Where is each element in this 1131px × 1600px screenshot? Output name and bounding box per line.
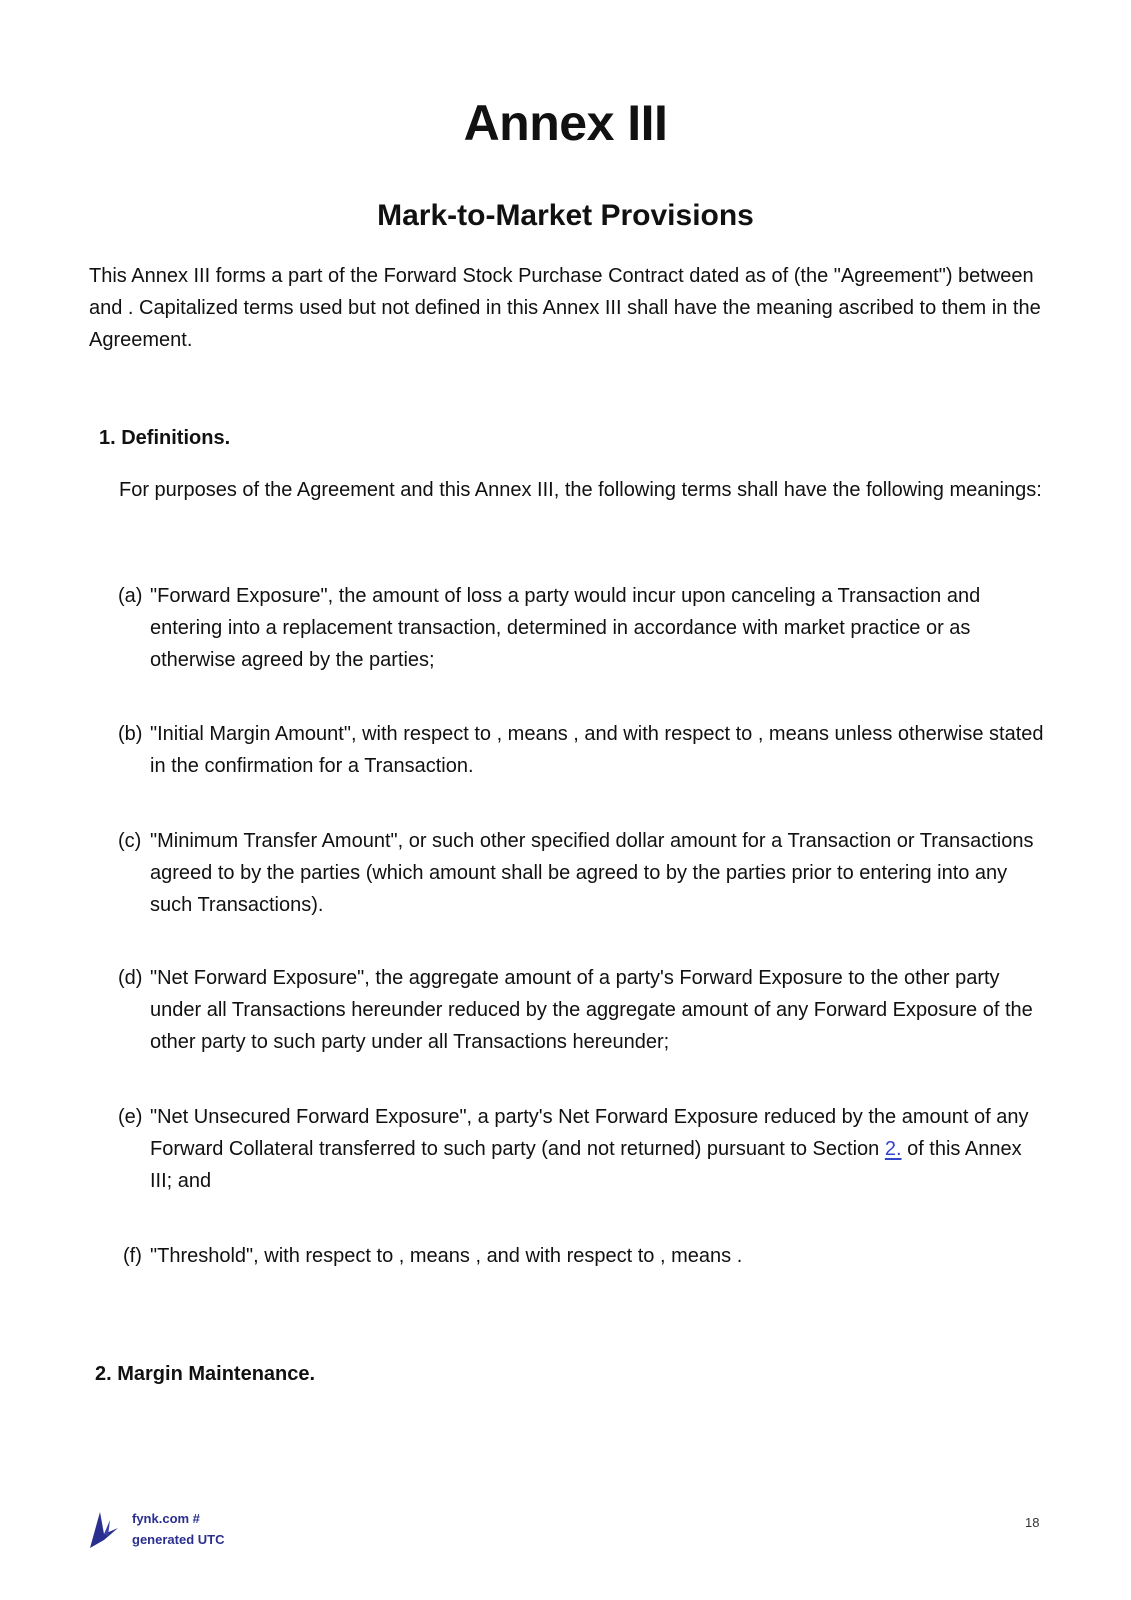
definition-text: "Forward Exposure", the amount of loss a party would incur upon canceling a Transaction and entering into a replacement transaction, determined in accordance with market practice or as otherwise agreed by the parties;: [150, 585, 981, 671]
definition-text: "Net Forward Exposure", the aggregate amount of a party's Forward Exposure to the other party under all Transactions hereunder reduced by the aggregate amount of any Forward Exposure of the other party to such party under all Transactions hereunder;: [150, 967, 1033, 1053]
definition-item: [118, 962, 1048, 1058]
definition-item: [118, 1240, 1048, 1272]
definitions-lead-paragraph: For purposes of the Agreement and this Annex III, the following terms shall have the following meanings:: [119, 479, 1042, 501]
definition-text-start: "Net Unsecured Forward Exposure", a party's Net Forward Exposure reduced by the amount of any Forward Collateral transferred to such party (and not returned) pursuant to Section: [150, 1106, 1029, 1160]
intro-paragraph: This Annex III forms a part of the Forward Stock Purchase Contract dated as of (the "Agreement") between and . Capitalized terms used but not defined in this Annex III shall have the meaning ascribed to them in the Agreement.: [89, 265, 1041, 351]
footer-line-2: generated UTC: [132, 1532, 225, 1547]
footer-text: [132, 1508, 224, 1550]
definition-item: [118, 825, 1048, 921]
definition-label: (e): [118, 1106, 143, 1128]
definition-label: (d): [118, 967, 143, 989]
definition-label: (b): [118, 723, 143, 745]
definition-label: (c): [118, 830, 142, 852]
footer-line-1: fynk.com #: [132, 1511, 200, 1526]
definition-item: [118, 1101, 1048, 1197]
page-number: 18: [1025, 1515, 1040, 1530]
definition-item: [118, 718, 1048, 782]
page-title: Annex III: [463, 95, 668, 151]
definition-label: (f): [123, 1245, 142, 1267]
definition-text: "Threshold", with respect to , means , and with respect to , means .: [150, 1245, 743, 1267]
section-heading-definitions: 1. Definitions.: [99, 427, 231, 449]
definition-label: (a): [118, 585, 143, 607]
fynk-bird-logo-icon: [88, 1510, 124, 1550]
definition-item: [118, 580, 1048, 676]
definition-text: "Initial Margin Amount", with respect to , means , and with respect to , means unless otherwise stated in the confirmation for a Transaction.: [150, 723, 1044, 777]
definition-text-end: of this Annex III; and: [150, 1138, 1022, 1192]
definition-text: "Minimum Transfer Amount", or such other specified dollar amount for a Transaction or Transactions agreed to by the parties (which amount shall be agreed to by the parties prior to entering into any such Transactions).: [150, 830, 1034, 916]
page-subtitle: Mark-to-Market Provisions: [377, 199, 754, 232]
definition-text: [118, 1101, 1048, 1197]
section-2-link[interactable]: 2.: [884, 1138, 902, 1160]
section-heading-margin-maintenance: 2. Margin Maintenance.: [95, 1363, 316, 1385]
